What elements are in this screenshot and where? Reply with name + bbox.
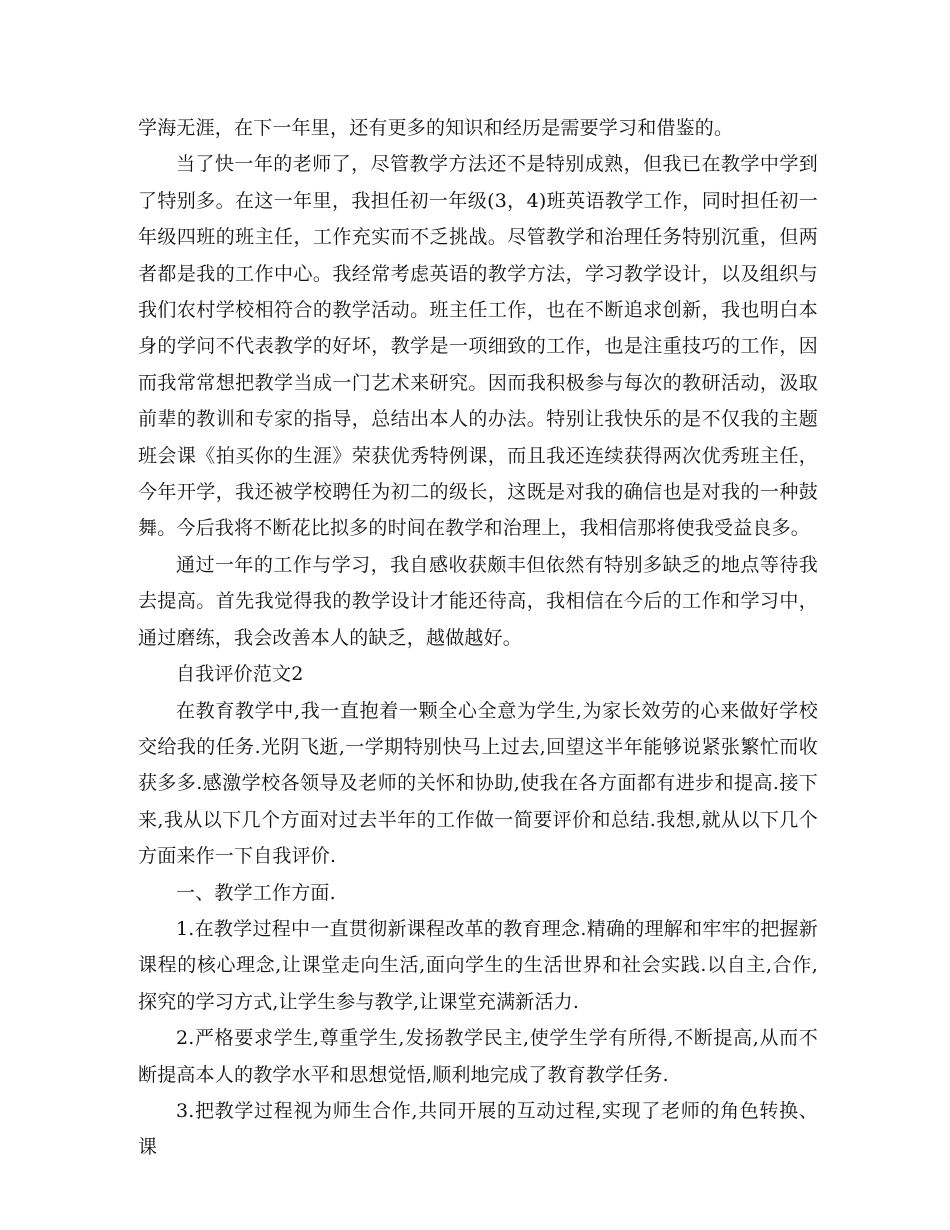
- document-body: [138, 110, 818, 1166]
- section-heading-sample-2: 自我评价范文2: [176, 663, 304, 686]
- paragraph-continuation: 学海无涯，在下一年里，还有更多的知识和经历是需要学习和借鉴的。: [138, 117, 734, 139]
- list-item-1: 1.在教学过程中一直贯彻新课程改革的教育理念.精确的理解和牢牢的把握新课程的核心理念,让课堂走向生活,面向学生的生活世界和社会实践.以自主,合作,探究的学习方式,让学生参与教学,让课堂充满新活力.: [138, 917, 818, 1013]
- paragraph-self-improvement: 通过一年的工作与学习，我自感收获颇丰但依然有特别多缺乏的地点等待我去提高。首先我觉得我的教学设计才能还待高，我相信在今后的工作和学习中，通过磨练，我会改善本人的缺乏，越做越好。: [138, 553, 818, 649]
- paragraph-teaching-experience: 当了快一年的老师了，尽管教学方法还不是特别成熟，但我已在教学中学到了特别多。在这一年里，我担任初一年级(3，4)班英语教学工作，同时担任初一年级四班的班主任，工作充实而不乏挑战。尽管教学和治理任务特别沉重，但两者都是我的工作中心。我经常考虑英语的教学方法，学习教学设计，以及组织与我们农村学校相符合的教学活动。班主任工作，也在不断追求创新，我也明白本身的学问不代表教学的好坏，教学是一项细致的工作，也是注重技巧的工作，因而我常常想把教学当成一门艺术来研究。因而我积极参与每次的教研活动，汲取前辈的教训和专家的指导，总结出本人的办法。特别让我快乐的是不仅我的主题班会课《拍买你的生涯》荣获优秀特例课，而且我还连续获得两次优秀班主任，今年开学，我还被学校聘任为初二的级长，这既是对我的确信也是对我的一种鼓舞。今后我将不断花比拟多的时间在教学和治理上，我相信那将使我受益良多。: [138, 153, 818, 540]
- paragraph-introduction: 在教育教学中,我一直抱着一颗全心全意为学生,为家长效劳的心来做好学校交给我的任务.光阴飞逝,一学期特别快马上过去,回望这半年能够说紧张繁忙而收获多多.感激学校各领导及老师的关怀和协助,使我在各方面都有进步和提高.接下来,我从以下几个方面对过去半年的工作做一简要评价和总结.我想,就从以下几个方面来作一下自我评价.: [138, 699, 818, 868]
- subheading-teaching-work: 一、教学工作方面.: [176, 881, 336, 904]
- list-item-3: 3.把教学过程视为师生合作,共同开展的互动过程,实现了老师的角色转换、课: [138, 1099, 818, 1159]
- list-item-2: 2.严格要求学生,尊重学生,发扬教学民主,使学生学有所得,不断提高,从而不断提高本人的教学水平和思想觉悟,顺利地完成了教育教学任务.: [138, 1027, 818, 1086]
